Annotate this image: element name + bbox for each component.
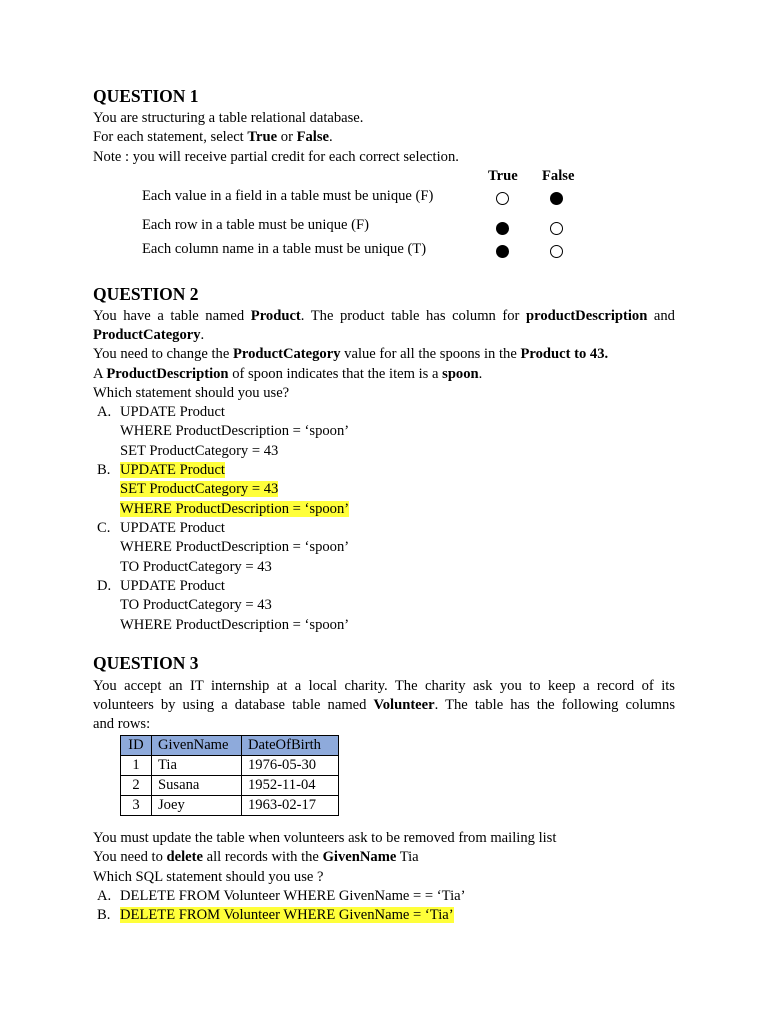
q1-line-2: For each statement, select True or False. (93, 129, 333, 145)
q2-option-a-line-1[interactable]: UPDATE Product (120, 404, 225, 420)
table-row (121, 776, 339, 796)
q3-para-line-3: and rows: (93, 716, 151, 732)
q2-option-b-line-2[interactable]: SET ProductCategory = 43 (120, 481, 279, 497)
q1-statement-1: Each value in a field in a table must be unique (F) (142, 188, 434, 204)
q2-option-b-line-3[interactable]: WHERE ProductDescription = ‘spoon’ (120, 501, 350, 517)
q3-option-b-label: B. (97, 907, 111, 923)
q2-option-b-line-1[interactable]: UPDATE Product (120, 462, 225, 478)
q1-statement-3: Each column name in a table must be unique (T) (142, 241, 427, 257)
q2-para-line-3: You need to change the ProductCategory value for all the spoons in the Product to 43. (93, 346, 609, 362)
q1-s2-false-radio[interactable] (550, 222, 563, 235)
q2-question-prompt: Which statement should you use? (93, 385, 290, 401)
q1-s3-true-radio[interactable] (496, 245, 509, 258)
q2-option-d-line-2[interactable]: TO ProductCategory = 43 (120, 597, 272, 613)
q2-option-c-line-2[interactable]: WHERE ProductDescription = ‘spoon’ (120, 539, 350, 555)
q3-option-a-label: A. (97, 888, 112, 904)
q3-para-line-4: You must update the table when volunteers ask to be removed from mailing list (93, 830, 557, 846)
table-header-cell: ID (121, 736, 152, 756)
q2-option-c-line-3[interactable]: TO ProductCategory = 43 (120, 559, 272, 575)
q3-option-a-text[interactable]: DELETE FROM Volunteer WHERE GivenName = = ‘Tia’ (120, 888, 466, 904)
table-header-cell: DateOfBirth (242, 736, 339, 756)
volunteer-table (120, 735, 339, 816)
q2-para-line-1: You have a table named Product. The product table has column for productDescription and (93, 308, 675, 324)
table-header-cell: GivenName (152, 736, 242, 756)
table-cell: Tia (152, 756, 242, 776)
q2-option-d-line-3[interactable]: WHERE ProductDescription = ‘spoon’ (120, 617, 350, 633)
q1-s1-true-radio[interactable] (496, 192, 509, 205)
q3-para-line-5: You need to delete all records with the GivenName Tia (93, 849, 419, 865)
q1-line-3: Note : you will receive partial credit for each correct selection. (93, 149, 459, 165)
q2-para-line-2: ProductCategory. (93, 327, 205, 343)
q2-option-a-line-3[interactable]: SET ProductCategory = 43 (120, 443, 279, 459)
q3-option-b-text[interactable]: DELETE FROM Volunteer WHERE GivenName = ‘Tia’ (120, 907, 454, 923)
q2-option-b-label: B. (97, 462, 111, 478)
q2-option-a-label: A. (97, 404, 112, 420)
q2-option-a-line-2[interactable]: WHERE ProductDescription = ‘spoon’ (120, 423, 350, 439)
false-column-header: False (542, 168, 575, 184)
question-3-heading: QUESTION 3 (93, 653, 199, 673)
q2-para-line-4: A ProductDescription of spoon indicates that the item is a spoon. (93, 366, 483, 382)
q3-para-line-1: You accept an IT internship at a local charity. The charity ask you to keep a record of its (93, 678, 675, 694)
question-1-heading: QUESTION 1 (93, 86, 199, 106)
q3-question-prompt: Which SQL statement should you use ? (93, 869, 324, 885)
table-cell: Joey (152, 796, 242, 816)
table-cell: 1 (121, 756, 152, 776)
table-cell: 1963-02-17 (242, 796, 339, 816)
q2-option-c-line-1[interactable]: UPDATE Product (120, 520, 225, 536)
q1-line-1: You are structuring a table relational database. (93, 110, 364, 126)
q1-statement-2: Each row in a table must be unique (F) (142, 217, 369, 233)
q2-option-d-line-1[interactable]: UPDATE Product (120, 578, 225, 594)
q1-s3-false-radio[interactable] (550, 245, 563, 258)
table-cell: 2 (121, 776, 152, 796)
table-row (121, 796, 339, 816)
q1-s2-true-radio[interactable] (496, 222, 509, 235)
q2-option-c-label: C. (97, 520, 111, 536)
table-cell: 3 (121, 796, 152, 816)
q1-s1-false-radio[interactable] (550, 192, 563, 205)
table-header-row (121, 736, 339, 756)
true-column-header: True (488, 168, 518, 184)
q2-option-d-label: D. (97, 578, 112, 594)
table-row (121, 756, 339, 776)
question-2-heading: QUESTION 2 (93, 284, 199, 304)
q3-para-line-2: volunteers by using a database table named Volunteer. The table has the following columns (93, 697, 675, 713)
table-cell: 1952-11-04 (242, 776, 339, 796)
table-cell: Susana (152, 776, 242, 796)
table-cell: 1976-05-30 (242, 756, 339, 776)
